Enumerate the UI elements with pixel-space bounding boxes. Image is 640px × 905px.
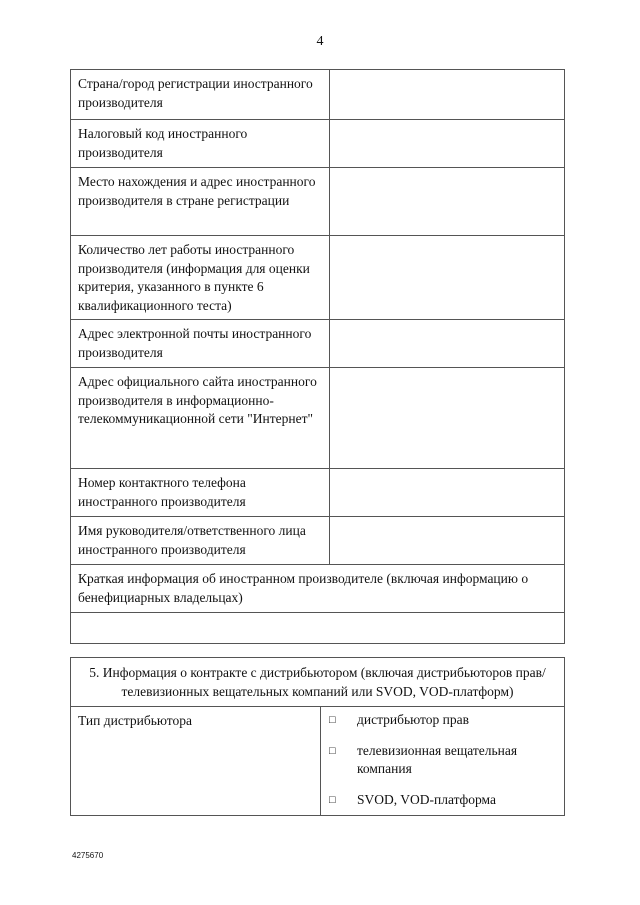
table-row	[71, 517, 565, 565]
years-of-work-label: Количество лет работы иностранного производителя (информация для оценки критерия, указанного в пункте 6 квалификационного теста)	[71, 236, 330, 320]
page-number: 4	[316, 34, 324, 49]
table-row	[71, 320, 565, 368]
years-of-work-field[interactable]	[330, 236, 565, 320]
location-address-label: Место нахождения и адрес иностранного производителя в стране регистрации	[71, 168, 330, 236]
checkbox-rights-distributor[interactable]: □	[329, 714, 336, 726]
checkbox-tv-broadcaster[interactable]: □	[329, 744, 336, 757]
distributor-contract-table	[70, 657, 565, 816]
registration-country-field[interactable]	[330, 70, 565, 120]
option-svod-vod[interactable]	[329, 791, 556, 810]
website-label: Адрес официального сайта иностранного производителя в информационно-телекоммуникационной сети "Интернет"	[71, 368, 330, 469]
table-row	[71, 70, 565, 120]
option-label: телевизионная вещательная компания	[357, 742, 518, 776]
email-label: Адрес электронной почты иностранного производителя	[71, 320, 330, 368]
option-rights-distributor[interactable]	[329, 711, 556, 730]
table-row	[71, 658, 565, 707]
phone-label: Номер контактного телефона иностранного производителя	[71, 469, 330, 517]
manager-name-label: Имя руководителя/ответственного лица иностранного производителя	[71, 517, 330, 565]
tax-code-label: Налоговый код иностранного производителя	[71, 120, 330, 168]
document-id: 4275670	[72, 851, 104, 860]
table-row	[71, 565, 565, 613]
table-row	[71, 368, 565, 469]
table-row	[71, 120, 565, 168]
producer-info-table	[70, 69, 565, 644]
section-5-header: 5. Информация о контракте с дистрибьютором (включая дистрибьюторов прав/телевизионных вещательных компаний или SVOD, VOD-платформ)	[71, 658, 565, 707]
option-label: SVOD, VOD-платформа	[357, 791, 496, 807]
table-row	[71, 469, 565, 517]
option-tv-broadcaster[interactable]	[329, 742, 556, 779]
distributor-type-options	[321, 707, 565, 816]
brief-info-field[interactable]	[71, 613, 565, 644]
table-row	[71, 168, 565, 236]
table-row	[71, 613, 565, 644]
distributor-type-label: Тип дистрибьютора	[71, 707, 321, 816]
email-field[interactable]	[330, 320, 565, 368]
table-row	[71, 236, 565, 320]
brief-info-label: Краткая информация об иностранном производителе (включая информацию о бенефициарных владельцах)	[71, 565, 565, 613]
website-field[interactable]	[330, 368, 565, 469]
phone-field[interactable]	[330, 469, 565, 517]
table-row	[71, 707, 565, 816]
option-label: дистрибьютор прав	[357, 712, 469, 727]
checkbox-svod-vod[interactable]: □	[329, 793, 336, 806]
tax-code-field[interactable]	[330, 120, 565, 168]
location-address-field[interactable]	[330, 168, 565, 236]
registration-country-label: Страна/город регистрации иностранного производителя	[71, 70, 330, 120]
manager-name-field[interactable]	[330, 517, 565, 565]
